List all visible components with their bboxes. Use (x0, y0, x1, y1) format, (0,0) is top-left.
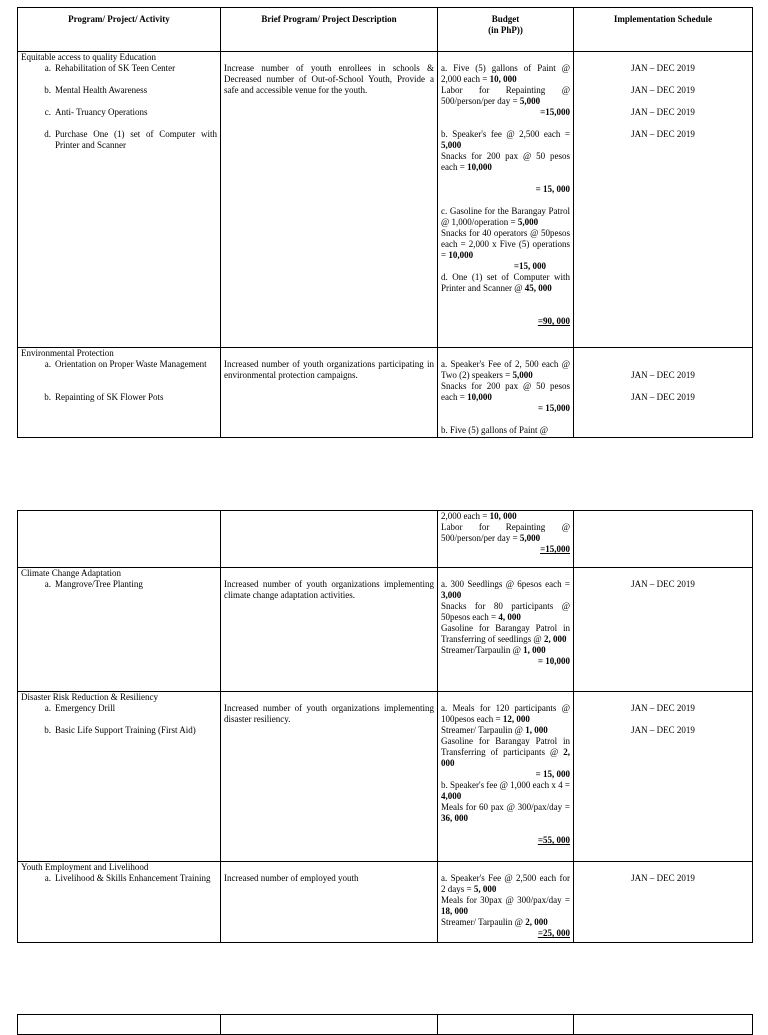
continued-schedule-cell (574, 511, 753, 568)
budget-subtotal: =15,000 (540, 107, 570, 117)
table-row-employment (18, 862, 753, 943)
list-item: a. Livelihood & Skills Enhancement Training (44, 873, 211, 883)
climate-schedule (574, 568, 753, 692)
environment-budget (438, 348, 574, 438)
environment-schedule (574, 348, 753, 438)
employment-items (21, 873, 217, 884)
list-item: a. Orientation on Proper Waste Management (44, 359, 207, 369)
budget-line: Streamer/ Tarpaulin @ 1, 000 (441, 725, 548, 735)
list-item: d. Purchase One (1) set of Computer with Printer and Scanner (44, 129, 217, 150)
header-program: Program/ Project/ Activity (18, 8, 221, 52)
schedule-entry: JAN – DEC 2019 (631, 107, 695, 117)
employment-program-cell (18, 862, 221, 943)
budget-line: Snacks for 40 operators @ 50pesos each = 2,000 x Five (5) operations = 10,000 (441, 228, 570, 260)
budget-line: Gasoline for Barangay Patrol in Transferring of seedlings @ 2, 000 (441, 623, 570, 644)
budget-subtotal: = 15, 000 (535, 769, 570, 779)
schedule-entry: JAN – DEC 2019 (631, 873, 695, 883)
schedule-entry: JAN – DEC 2019 (631, 370, 695, 380)
budget-line: Meals for 60 pax @ 300/pax/day = 36, 000 (441, 802, 570, 823)
list-item: c. Anti- Truancy Operations (44, 107, 148, 117)
budget-line: c. Gasoline for the Barangay Patrol @ 1,000/operation = 5,000 (441, 206, 570, 227)
budget-table-page-3 (17, 1014, 753, 1035)
disaster-title: Disaster Risk Reduction & Resiliency (21, 692, 158, 702)
budget-line: a. Meals for 120 participants @ 100pesos each = 12, 000 (441, 703, 570, 724)
budget-line: Gasoline for Barangay Patrol in Transferring of participants @ 2, 000 (441, 736, 570, 768)
table-row-climate (18, 568, 753, 692)
table-row-next (18, 1015, 753, 1035)
next-cell (18, 1015, 221, 1035)
list-item: a. Rehabilitation of SK Teen Center (44, 63, 176, 73)
climate-program-cell (18, 568, 221, 692)
budget-line: Streamer/Tarpaulin @ 1, 000 (441, 645, 546, 655)
budget-line: a. Speaker's Fee @ 2,500 each for 2 days = 5, 000 (441, 873, 570, 894)
continued-budget (438, 511, 574, 568)
budget-line: b. Five (5) gallons of Paint @ (441, 425, 549, 435)
education-program-cell (18, 52, 221, 348)
climate-items (21, 579, 217, 590)
climate-title: Climate Change Adaptation (21, 568, 121, 578)
budget-total: =25, 000 (537, 928, 570, 938)
header-budget-unit: (in PhP)) (488, 25, 523, 35)
employment-description: Increased number of employed youth (221, 862, 438, 943)
budget-total: =55, 000 (537, 835, 570, 845)
next-cell (574, 1015, 753, 1035)
budget-table-page-2 (17, 510, 753, 943)
header-schedule: Implementation Schedule (574, 8, 753, 52)
header-description: Brief Program/ Project Description (221, 8, 438, 52)
employment-budget (438, 862, 574, 943)
budget-table-page-1 (17, 7, 753, 438)
header-budget-label: Budget (491, 14, 520, 24)
list-item: b. Basic Life Support Training (First Aid) (44, 725, 196, 735)
budget-subtotal: = 15,000 (537, 403, 570, 413)
disaster-schedule (574, 692, 753, 862)
employment-title: Youth Employment and Livelihood (21, 862, 149, 872)
schedule-entry: JAN – DEC 2019 (631, 703, 695, 713)
budget-line: Snacks for 200 pax @ 50 pesos each = 10,000 (441, 151, 570, 172)
budget-line: Snacks for 200 pax @ 50 pesos each = 10,000 (441, 381, 570, 402)
list-item: b. Mental Health Awareness (44, 85, 148, 95)
table-row-environment (18, 348, 753, 438)
budget-total: = 10,000 (537, 656, 570, 666)
budget-line: Snacks for 80 participants @ 50pesos each = 4, 000 (441, 601, 570, 622)
budget-subtotal: =15, 000 (513, 261, 546, 271)
budget-subtotal: = 15, 000 (535, 184, 570, 194)
table-row-disaster (18, 692, 753, 862)
schedule-entry: JAN – DEC 2019 (631, 129, 695, 139)
disaster-budget (438, 692, 574, 862)
disaster-items (21, 703, 217, 736)
budget-line: Labor for Repainting @ 500/person/per day = 5,000 (441, 85, 570, 106)
list-item: a. Mangrove/Tree Planting (44, 579, 143, 589)
next-cell (438, 1015, 574, 1035)
climate-budget (438, 568, 574, 692)
education-budget (438, 52, 574, 348)
budget-line: a. Five (5) gallons of Paint @ 2,000 each = 10, 000 (441, 63, 570, 84)
budget-line: Streamer/ Tarpaulin @ 2, 000 (441, 917, 548, 927)
table-row-continued (18, 511, 753, 568)
environment-items (21, 359, 217, 403)
schedule-entry: JAN – DEC 2019 (631, 579, 695, 589)
list-item: b. Repainting of SK Flower Pots (44, 392, 164, 402)
education-title: Equitable access to quality Education (21, 52, 156, 62)
budget-line: 2,000 each = 10, 000 (441, 511, 517, 521)
budget-line: b. Speaker's fee @ 1,000 each x 4 = 4,000 (441, 780, 570, 801)
schedule-entry: JAN – DEC 2019 (631, 85, 695, 95)
table-row-education (18, 52, 753, 348)
education-description: Increase number of youth enrollees in schools & Decreased number of Out-of-School Youth, Provide a safe and accessible venue for the youth. (221, 52, 438, 348)
schedule-entry: JAN – DEC 2019 (631, 725, 695, 735)
education-items (21, 63, 217, 151)
budget-line: b. Speaker's fee @ 2,500 each = 5,000 (441, 129, 570, 150)
budget-total: =90, 000 (537, 316, 570, 326)
budget-total: =15,000 (540, 544, 570, 554)
header-budget (438, 8, 574, 52)
budget-line: d. One (1) set of Computer with Printer and Scanner @ 45, 000 (441, 272, 570, 293)
schedule-entry: JAN – DEC 2019 (631, 392, 695, 402)
climate-description: Increased number of youth organizations implementing climate change adaptation activities. (221, 568, 438, 692)
header-row (18, 8, 753, 52)
schedule-entry: JAN – DEC 2019 (631, 63, 695, 73)
disaster-program-cell (18, 692, 221, 862)
education-schedule (574, 52, 753, 348)
disaster-description: Increased number of youth organizations implementing disaster resiliency. (221, 692, 438, 862)
budget-line: Meals for 30pax @ 300/pax/day = 18, 000 (441, 895, 570, 916)
continued-program-cell (18, 511, 221, 568)
environment-description: Increased number of youth organizations participating in environmental protection campaigns. (221, 348, 438, 438)
environment-title: Environmental Protection (21, 348, 114, 358)
next-cell (221, 1015, 438, 1035)
list-item: a. Emergency Drill (44, 703, 116, 713)
budget-line: a. 300 Seedlings @ 6pesos each = 3,000 (441, 579, 570, 600)
budget-line: Labor for Repainting @ 500/person/per day = 5,000 (441, 522, 570, 543)
employment-schedule (574, 862, 753, 943)
continued-description-cell (221, 511, 438, 568)
environment-program-cell (18, 348, 221, 438)
budget-line: a. Speaker's Fee of 2, 500 each @ Two (2) speakers = 5,000 (441, 359, 570, 380)
